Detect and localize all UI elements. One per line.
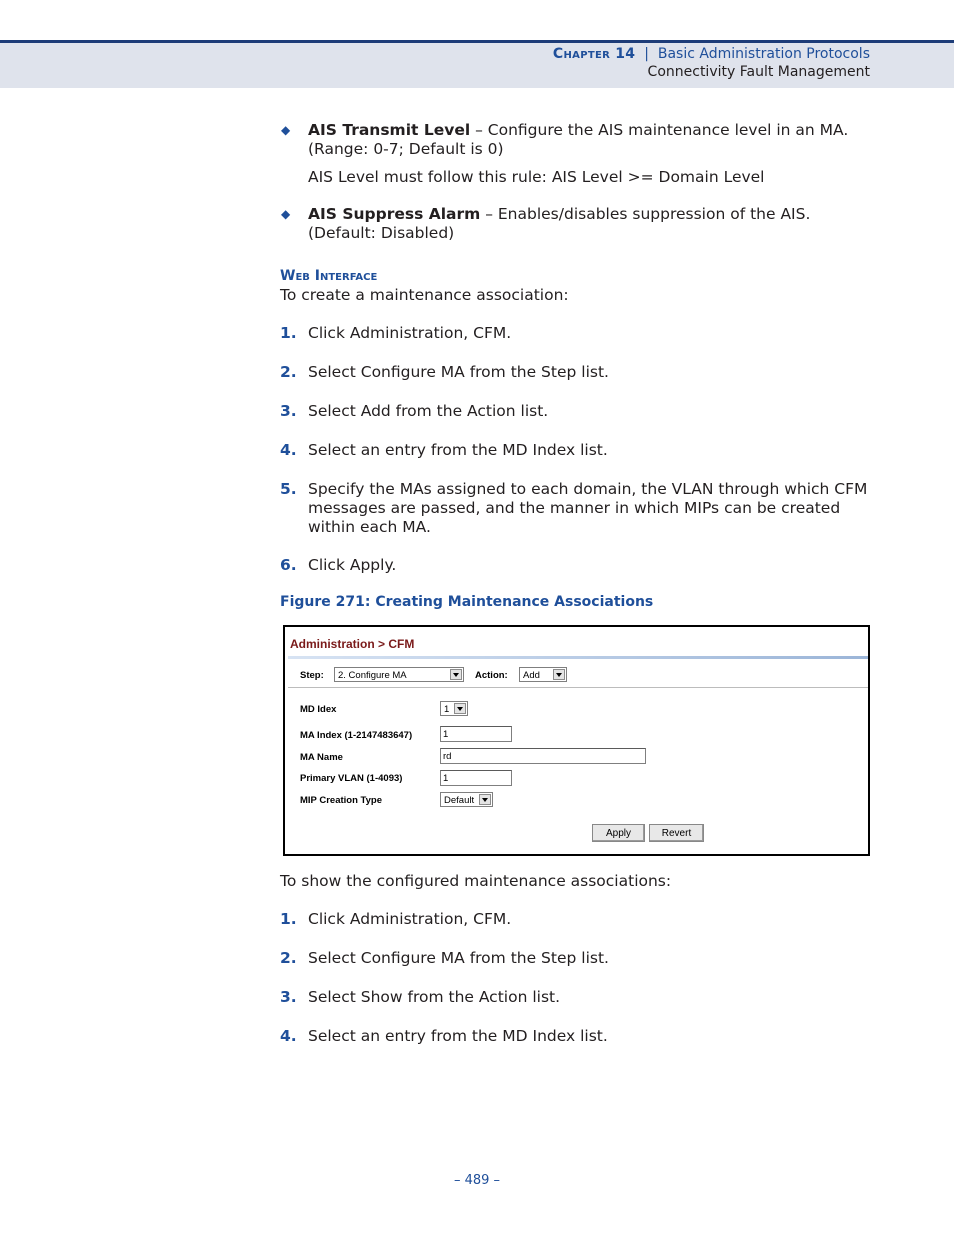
diamond-bullet-icon: ◆ [281, 123, 291, 137]
step-label: Step: [300, 670, 324, 681]
step-number: 3. [280, 988, 297, 1006]
ma-name-label: MA Name [300, 752, 343, 763]
chevron-down-icon [553, 669, 565, 680]
form-divider [288, 687, 868, 688]
header-separator: | [644, 46, 649, 62]
step-text: Click Apply. [308, 556, 397, 574]
page-number: – 489 – [453, 1173, 501, 1188]
step-select[interactable] [334, 667, 464, 682]
step-text: Click Administration, CFM. [308, 910, 512, 928]
step-text: Select Show from the Action list. [308, 988, 561, 1006]
revert-button[interactable]: Revert [649, 824, 704, 842]
step-number: 6. [280, 556, 297, 574]
diamond-bullet-icon: ◆ [281, 207, 291, 221]
step-number: 3. [280, 402, 297, 420]
step-text: Select Add from the Action list. [308, 402, 549, 420]
figure-caption: Figure 271: Creating Maintenance Associations [280, 594, 654, 610]
action-select[interactable] [519, 667, 567, 682]
ma-index-label: MA Index (1-2147483647) [300, 730, 413, 741]
bullet-ais-suppress-alarm [308, 205, 878, 243]
step-number: 1. [280, 324, 297, 342]
mip-creation-select[interactable] [440, 792, 493, 807]
step-number: 4. [280, 1027, 297, 1045]
step-text: Select Configure MA from the Step list. [308, 949, 609, 967]
step-number: 5. [280, 480, 297, 498]
section-heading: Web Interface [280, 268, 378, 284]
action-label: Action: [475, 670, 508, 681]
bullet-term: AIS Suppress Alarm [308, 205, 481, 223]
figure-screenshot [283, 625, 870, 856]
step-text: Specify the MAs assigned to each domain, the VLAN through which CFM messages are passed, and the manner in which MIPs can be created within each MA. [308, 480, 868, 536]
step-text: Select Configure MA from the Step list. [308, 363, 609, 381]
subsection-title: Connectivity Fault Management [647, 64, 870, 80]
bullet-desc: – Configure the AIS maintenance level in an MA. (Range: 0-7; Default is 0) [308, 121, 849, 158]
title-divider [288, 656, 868, 659]
mip-creation-value: Default [444, 795, 475, 806]
step-number: 4. [280, 441, 297, 459]
chevron-down-icon [479, 794, 491, 805]
intro-text: To create a maintenance association: [280, 286, 569, 304]
step-text: Select an entry from the MD Index list. [308, 1027, 608, 1045]
step-text: Select an entry from the MD Index list. [308, 441, 608, 459]
primary-vlan-input[interactable]: 1 [440, 770, 512, 786]
bullet-ais-transmit-level [308, 121, 878, 159]
chevron-down-icon [454, 703, 466, 714]
md-index-value: 1 [444, 704, 450, 715]
chapter-label: Chapter 14 [552, 46, 636, 62]
step-text: Click Administration, CFM. [308, 324, 512, 342]
apply-button[interactable]: Apply [592, 824, 645, 842]
ma-name-input[interactable]: rd [440, 748, 646, 764]
chevron-down-icon [450, 669, 462, 680]
breadcrumb: Administration > CFM [290, 637, 415, 651]
ma-index-input[interactable]: 1 [440, 726, 512, 742]
mip-creation-label: MIP Creation Type [300, 795, 382, 806]
step-select-value: 2. Configure MA [338, 670, 407, 681]
bullet-desc: – Enables/disables suppression of the AIS. (Default: Disabled) [308, 205, 811, 242]
bullet-term: AIS Transmit Level [308, 121, 471, 139]
action-select-value: Add [523, 670, 540, 681]
md-index-select[interactable] [440, 701, 468, 716]
primary-vlan-label: Primary VLAN (1-4093) [300, 773, 403, 784]
step-number: 1. [280, 910, 297, 928]
md-index-label: MD Idex [300, 704, 337, 715]
bullet-note: AIS Level must follow this rule: AIS Level >= Domain Level [308, 168, 765, 186]
section-title: Basic Administration Protocols [657, 46, 870, 62]
step-number: 2. [280, 949, 297, 967]
show-intro-text: To show the configured maintenance associations: [280, 872, 672, 890]
running-header [553, 45, 870, 63]
step-number: 2. [280, 363, 297, 381]
